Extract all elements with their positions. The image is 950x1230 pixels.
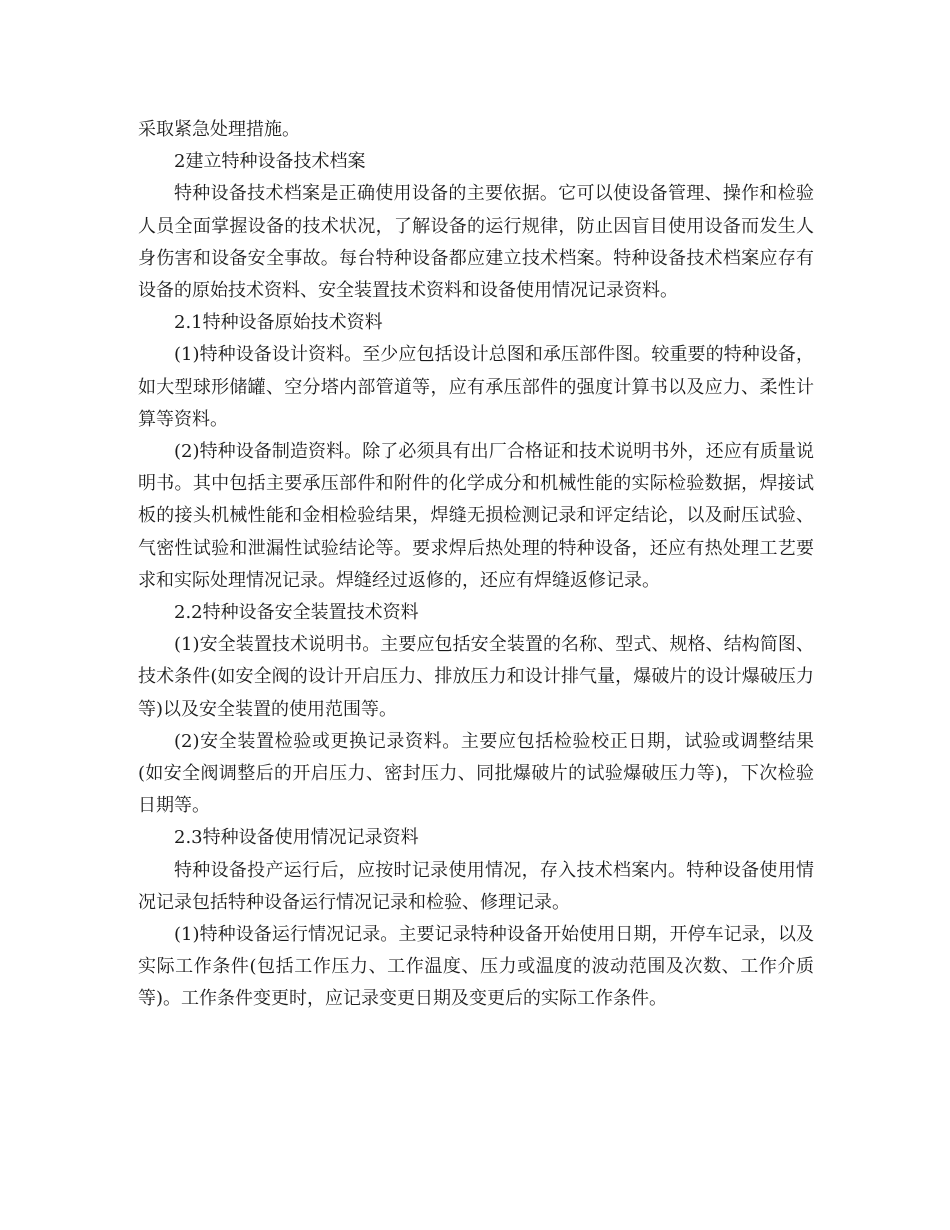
- section-heading-2-2: 2.2特种设备安全装置技术资料: [174, 602, 419, 624]
- paragraph-design-data: (1)特种设备设计资料。至少应包括设计总图和承压部件图。较重要的特种设备，如大型球形储罐、空分塔内部管道等，应有承压部件的强度计算书以及应力、柔性计算等资料。: [138, 344, 814, 430]
- paragraph-operation-record: (1)特种设备运行情况记录。主要记录特种设备开始使用日期，开停车记录，以及实际工作条件(包括工作压力、工作温度、压力或温度的波动范围及次数、工作介质等)。工作条件变更时，应记录变更日期及变更后的实际工作条件。: [138, 924, 814, 1010]
- section-heading-2-1: 2.1特种设备原始技术资料: [174, 312, 383, 334]
- paragraph-safety-manual: (1)安全装置技术说明书。主要应包括安全装置的名称、型式、规格、结构简图、技术条件(如安全阀的设计开启压力、排放压力和设计排气量，爆破片的设计爆破压力等)以及安全装置的使用范围等。: [138, 634, 814, 720]
- paragraph-continuation: 采取紧急处理措施。: [138, 119, 300, 140]
- paragraph-manufacturing-data: (2)特种设备制造资料。除了必须具有出厂合格证和技术说明书外，还应有质量说明书。其中包括主要承压部件和附件的化学成分和机械性能的实际检验数据，焊接试板的接头机械性能和金相检验结果，焊缝无损检测记录和评定结论，以及耐压试验、气密性试验和泄漏性试验结论等。要求焊后热处理的特种设备，还应有热处理工艺要求和实际处理情况记录。焊缝经过返修的，还应有焊缝返修记录。: [138, 441, 814, 591]
- section-heading-2-3: 2.3特种设备使用情况记录资料: [174, 827, 419, 849]
- paragraph-archive-intro: 特种设备技术档案是正确使用设备的主要依据。它可以使设备管理、操作和检验人员全面掌握设备的技术状况，了解设备的运行规律，防止因盲目使用设备而发生人身伤害和设备安全事故。每台特种设备都应建立技术档案。特种设备技术档案应存有设备的原始技术资料、安全装置技术资料和设备使用情况记录资料。: [138, 183, 814, 302]
- paragraph-safety-inspection: (2)安全装置检验或更换记录资料。主要应包括检验校正日期，试验或调整结果(如安全阀调整后的开启压力、密封压力、同批爆破片的试验爆破压力等)，下次检验日期等。: [138, 730, 814, 817]
- paragraph-usage-intro: 特种设备投产运行后，应按时记录使用情况，存入技术档案内。特种设备使用情况记录包括特种设备运行情况记录和检验、修理记录。: [138, 859, 814, 913]
- section-heading-2: 2建立特种设备技术档案: [174, 151, 366, 173]
- document-body: [138, 114, 814, 1016]
